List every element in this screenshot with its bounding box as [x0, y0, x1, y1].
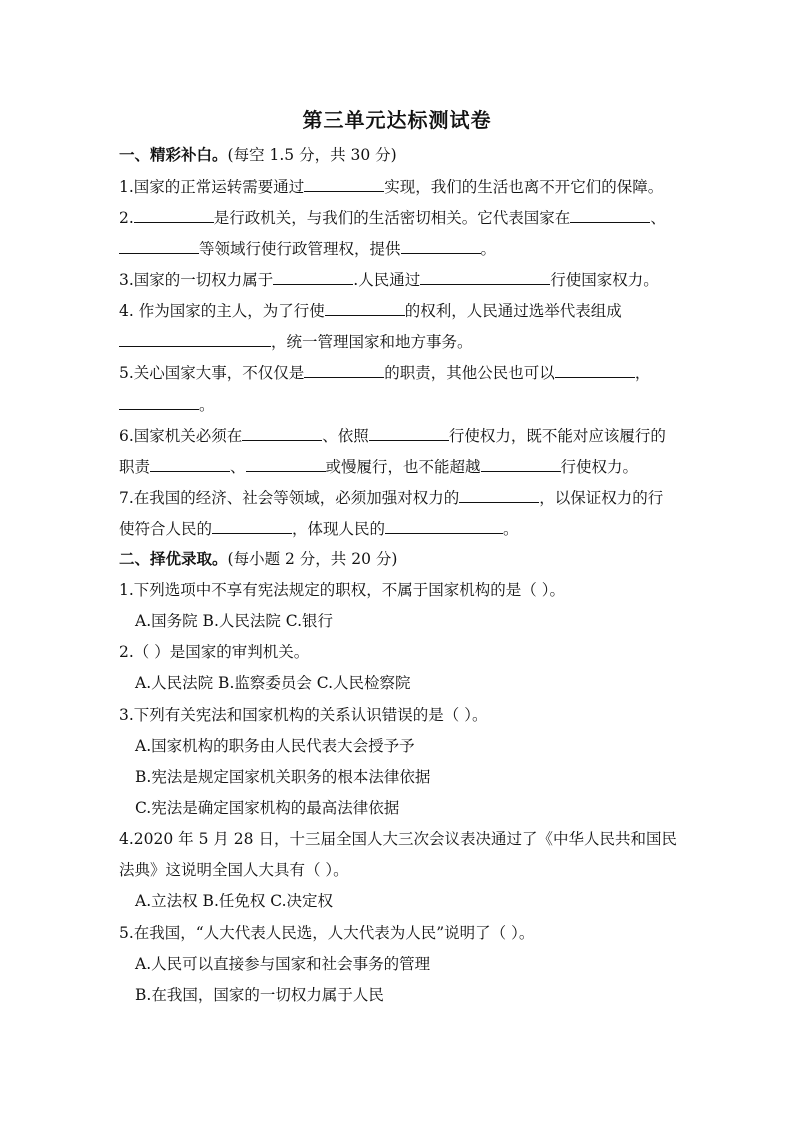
q-text: 实现，我们的生活也离不开它们的保障。 — [384, 178, 664, 196]
s2-question-4-stem-cont: 法典》这说明全国人大具有（ ）。 — [119, 861, 349, 879]
answer-blank[interactable] — [134, 207, 214, 223]
s1-question-3 — [119, 269, 679, 290]
s2-question-2-stem: 2.（ ）是国家的审判机关。 — [119, 643, 310, 661]
q-text: 2. — [119, 209, 134, 227]
s2-question-5-option-b: B.在我国，国家的一切权力属于人民 — [135, 986, 384, 1004]
answer-blank[interactable] — [119, 331, 271, 347]
s1-question-4 — [119, 300, 679, 321]
q-text: .人民通过 — [353, 271, 421, 289]
answer-blank[interactable] — [212, 518, 292, 534]
s2-question-1-options: A.国务院 B.人民法院 C.银行 — [135, 612, 334, 630]
s2-question-4-options: A.立法权 B.任免权 C.决定权 — [135, 892, 334, 910]
q-text: ，体现人民的 — [292, 520, 386, 538]
s1-question-1 — [119, 176, 679, 197]
s1-question-2 — [119, 207, 679, 228]
q-text: 行使权力，既不能对应该履行的 — [448, 427, 666, 445]
answer-blank[interactable] — [570, 207, 650, 223]
answer-blank[interactable] — [369, 425, 449, 441]
s1-question-5 — [119, 362, 679, 383]
answer-blank[interactable] — [304, 362, 384, 378]
q-text: 5.关心国家大事，不仅仅是 — [119, 364, 305, 382]
answer-blank[interactable] — [273, 269, 353, 285]
s1-question-5-cont — [119, 394, 679, 415]
s1-question-6-cont — [119, 456, 679, 477]
q-text: ，统一管理国家和地方事务。 — [271, 333, 473, 351]
q-text: ， — [634, 364, 651, 382]
s2-question-3-stem: 3.下列有关宪法和国家机构的关系认识错误的是（ ）。 — [119, 706, 488, 724]
q-text: 4. 作为国家的主人，为了行使 — [119, 302, 325, 320]
s1-question-7 — [119, 487, 679, 508]
answer-blank[interactable] — [555, 362, 635, 378]
answer-blank[interactable] — [401, 238, 481, 254]
q-text: 。 — [480, 240, 497, 258]
s1-question-6 — [119, 425, 679, 446]
s1-question-2-cont — [119, 238, 679, 259]
q-text: 使符合人民的 — [119, 520, 213, 538]
q-text: 行使权力。 — [560, 458, 639, 476]
answer-blank[interactable] — [481, 456, 561, 472]
section2-title: 二、择优录取。 — [119, 549, 228, 568]
s2-question-5-stem: 5.在我国，“人大代表人民选，人大代表为人民”说明了（ ）。 — [119, 924, 535, 942]
q-text: 。 — [199, 396, 215, 414]
s2-question-2-options: A.人民法院 B.监察委员会 C.人民检察院 — [135, 674, 411, 692]
q-text: 的职责，其他公民也可以 — [384, 364, 555, 382]
q-text: 或慢履行，也不能超越 — [325, 458, 481, 476]
answer-blank[interactable] — [246, 456, 326, 472]
q-text: 6.国家机关必须在 — [119, 427, 243, 445]
section2-note: (每小题 2 分，共 20 分) — [227, 550, 398, 568]
q-text: 1.国家的正常运转需要通过 — [119, 178, 305, 196]
answer-blank[interactable] — [304, 176, 384, 192]
s1-question-7-cont — [119, 518, 679, 539]
answer-blank[interactable] — [420, 269, 550, 285]
q-text: 是行政机关，与我们的生活密切相关。它代表国家在 — [213, 209, 571, 227]
s2-question-4-stem: 4.2020 年 5 月 28 日，十三届全国人大三次会议表决通过了《中华人民共和国民 — [119, 830, 677, 848]
q-text: 、 — [230, 458, 246, 476]
s2-question-3-option-c: C.宪法是确定国家机构的最高法律依据 — [135, 799, 400, 817]
section1-title: 一、精彩补白。 — [119, 145, 228, 164]
answer-blank[interactable] — [242, 425, 322, 441]
answer-blank[interactable] — [119, 394, 199, 410]
s1-question-4-cont — [119, 331, 679, 352]
q-text: ，以保证权力的行 — [539, 489, 664, 507]
section1-heading — [119, 145, 679, 165]
s2-question-5-option-a: A.人民可以直接参与国家和社会事务的管理 — [135, 955, 431, 973]
s2-question-1-stem: 1.下列选项中不享有宪法规定的职权，不属于国家机构的是（ ）。 — [119, 581, 565, 599]
answer-blank[interactable] — [459, 487, 539, 503]
q-text: 行使国家权力。 — [550, 271, 659, 289]
answer-blank[interactable] — [325, 300, 405, 316]
q-text: 7.在我国的经济、社会等领域，必须加强对权力的 — [119, 489, 460, 507]
s2-question-3-option-b: B.宪法是规定国家机关职务的根本法律依据 — [135, 768, 431, 786]
section1-note: (每空 1.5 分，共 30 分) — [227, 146, 397, 164]
answer-blank[interactable] — [150, 456, 230, 472]
q-text: 。 — [503, 520, 519, 538]
section2-heading — [119, 549, 679, 569]
s2-question-3-option-a: A.国家机构的职务由人民代表大会授予予 — [135, 737, 415, 755]
q-text: 、 — [650, 209, 666, 227]
q-text: 等领域行使行政管理权，提供 — [199, 240, 401, 258]
answer-blank[interactable] — [385, 518, 503, 534]
answer-blank[interactable] — [119, 238, 199, 254]
q-text: 职责 — [119, 458, 151, 476]
q-text: 3.国家的一切权力属于 — [119, 271, 274, 289]
page-title: 第三单元达标测试卷 — [302, 108, 492, 132]
q-text: 、依照 — [322, 427, 369, 445]
q-text: 的权利，人民通过选举代表组成 — [404, 302, 622, 320]
